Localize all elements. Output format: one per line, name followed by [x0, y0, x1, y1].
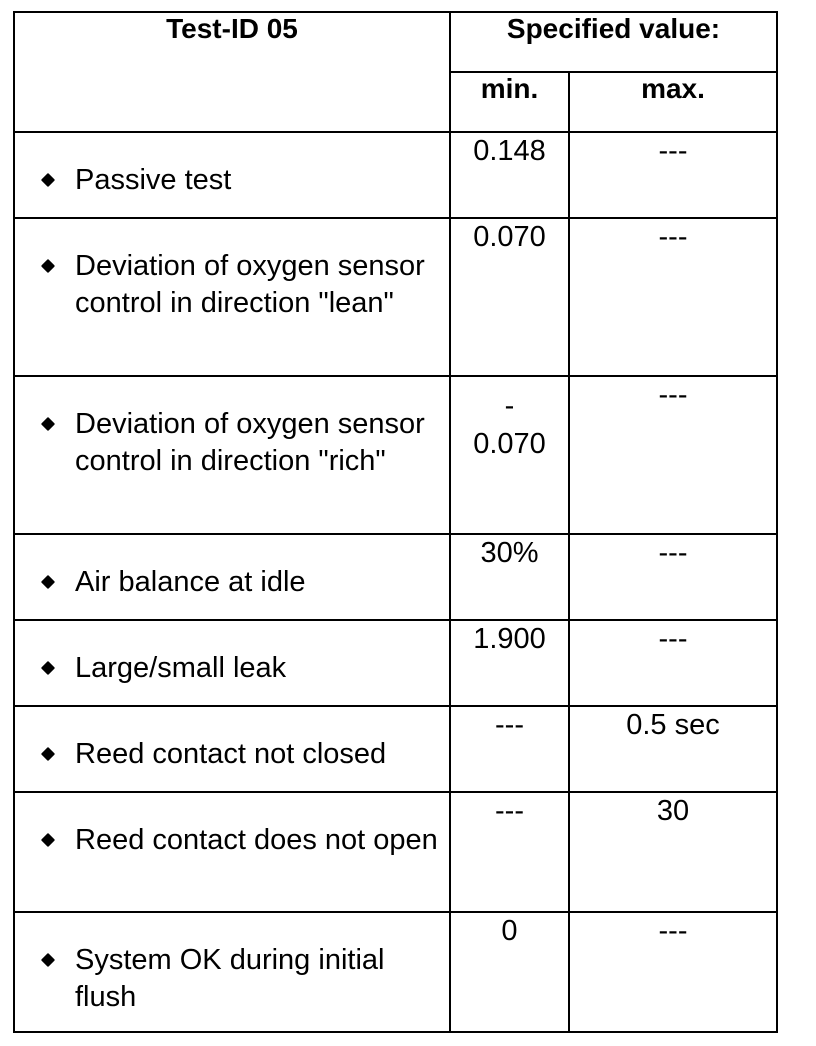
diamond-bullet-icon — [40, 575, 56, 591]
test-item — [14, 132, 450, 218]
max-value: --- — [569, 132, 777, 218]
test-item-label: Reed contact does not open — [75, 824, 438, 856]
test-item — [14, 376, 450, 534]
specified-value-header: Specified value: — [450, 12, 777, 72]
test-item-label: Air balance at idle — [75, 566, 306, 598]
diamond-bullet-icon — [40, 953, 56, 969]
max-value: --- — [569, 218, 777, 376]
diamond-bullet-icon — [40, 747, 56, 763]
min-value — [450, 376, 569, 534]
min-value-sign: - — [504, 390, 515, 422]
table-row — [14, 218, 777, 376]
test-item-label: System OK during initial flush — [75, 944, 385, 1013]
test-item-label: Deviation of oxygen sensor control in direction "lean" — [75, 250, 425, 319]
test-item — [14, 620, 450, 706]
test-item-label: Deviation of oxygen sensor control in direction "rich" — [75, 408, 425, 477]
table-row — [14, 912, 777, 1032]
max-value: --- — [569, 620, 777, 706]
test-item — [14, 534, 450, 620]
min-value: 0.148 — [450, 132, 569, 218]
min-value: 0.070 — [450, 218, 569, 376]
max-header: max. — [569, 72, 777, 132]
max-value: --- — [569, 376, 777, 534]
max-value: --- — [569, 534, 777, 620]
diamond-bullet-icon — [40, 833, 56, 849]
test-item-label: Large/small leak — [75, 652, 287, 684]
table-row — [14, 792, 777, 912]
test-item — [14, 706, 450, 792]
diamond-bullet-icon — [40, 661, 56, 677]
max-value: 0.5 sec — [569, 706, 777, 792]
header-row — [14, 12, 777, 72]
min-value-number: 0.070 — [473, 428, 546, 460]
min-value: --- — [450, 706, 569, 792]
test-item-label: Reed contact not closed — [75, 738, 387, 770]
test-id-header: Test-ID 05 — [14, 12, 450, 132]
table-row — [14, 534, 777, 620]
diamond-bullet-icon — [40, 417, 56, 433]
diamond-bullet-icon — [40, 173, 56, 189]
min-value: --- — [450, 792, 569, 912]
test-item — [14, 912, 450, 1032]
table-row — [14, 706, 777, 792]
test-item — [14, 218, 450, 376]
max-value: --- — [569, 912, 777, 1032]
diamond-bullet-icon — [40, 259, 56, 275]
specification-table — [13, 11, 778, 1033]
min-value: 30% — [450, 534, 569, 620]
min-value: 0 — [450, 912, 569, 1032]
table-row — [14, 620, 777, 706]
min-value: 1.900 — [450, 620, 569, 706]
test-item — [14, 792, 450, 912]
test-item-label: Passive test — [75, 164, 232, 196]
table-row — [14, 376, 777, 534]
min-header: min. — [450, 72, 569, 132]
max-value: 30 — [569, 792, 777, 912]
table-row — [14, 132, 777, 218]
